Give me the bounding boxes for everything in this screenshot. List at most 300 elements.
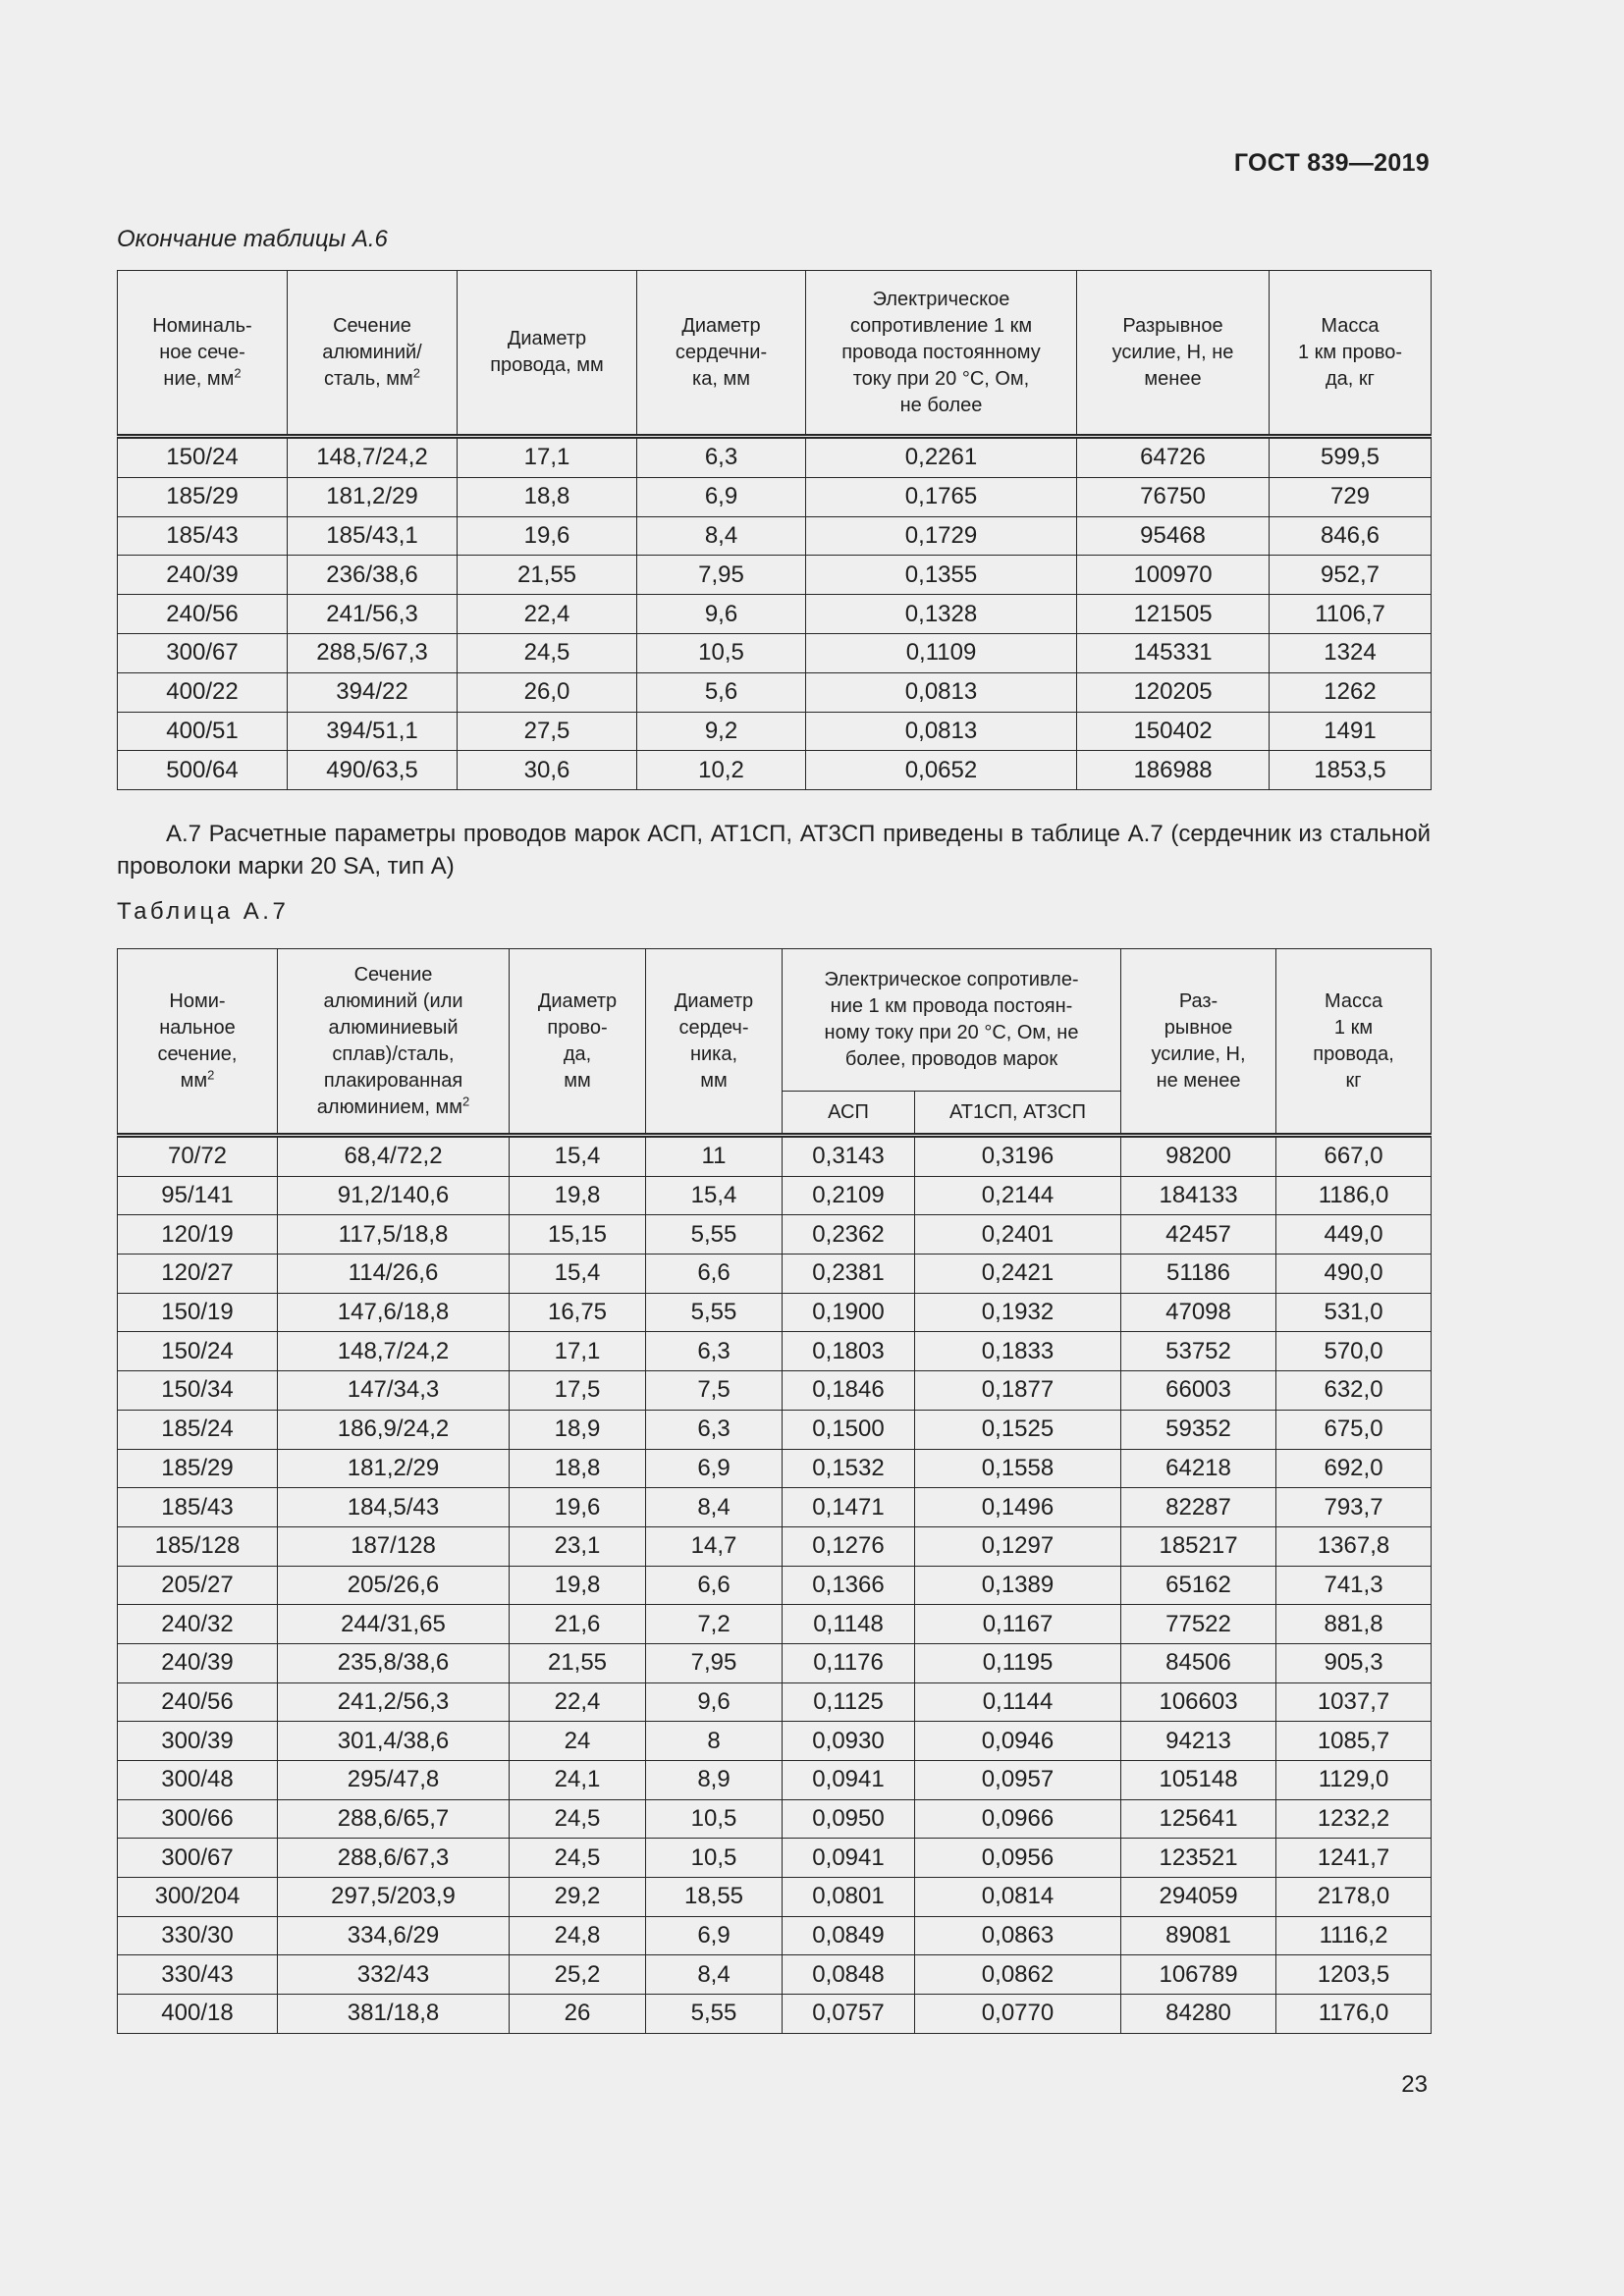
table-cell: 599,5 (1270, 437, 1432, 478)
table-cell: 24,5 (458, 633, 637, 672)
table-cell: 120/19 (118, 1215, 278, 1255)
table-cell: 288,6/65,7 (278, 1799, 510, 1839)
t6-col-header (1270, 271, 1432, 437)
table-row (118, 672, 1432, 712)
table-cell: 42457 (1121, 1215, 1276, 1255)
table-cell: 25,2 (510, 1955, 646, 1995)
table-cell: 0,0757 (783, 1995, 915, 2034)
table-cell: 106603 (1121, 1682, 1276, 1722)
table-cell: 7,95 (637, 556, 806, 595)
document-header: ГОСТ 839—2019 (1233, 149, 1430, 177)
table-cell: 24,8 (510, 1916, 646, 1955)
table-cell: 0,0863 (915, 1916, 1121, 1955)
table-cell: 0,1558 (915, 1449, 1121, 1488)
table-cell: 14,7 (646, 1526, 783, 1566)
table-cell: 1324 (1270, 633, 1432, 672)
table-cell: 0,0813 (806, 672, 1077, 712)
table-cell: 150/34 (118, 1371, 278, 1411)
table-a6-caption: Окончание таблицы А.6 (117, 226, 388, 252)
table-row (118, 751, 1432, 790)
table-cell: 294059 (1121, 1878, 1276, 1917)
t6-col-header (1077, 271, 1270, 437)
table-a7 (117, 948, 1432, 2034)
table-cell: 0,1148 (783, 1605, 915, 1644)
table-cell: 667,0 (1276, 1136, 1432, 1177)
table-row (118, 437, 1432, 478)
table-cell: 490,0 (1276, 1255, 1432, 1294)
table-cell: 145331 (1077, 633, 1270, 672)
table-cell: 1186,0 (1276, 1176, 1432, 1215)
table-cell: 185/43,1 (288, 516, 458, 556)
table-cell: 301,4/38,6 (278, 1722, 510, 1761)
table-cell: 449,0 (1276, 1215, 1432, 1255)
table-cell: 675,0 (1276, 1410, 1432, 1449)
table-cell: 0,1729 (806, 516, 1077, 556)
table-cell: 205/26,6 (278, 1566, 510, 1605)
table-cell: 330/30 (118, 1916, 278, 1955)
table-cell: 1491 (1270, 712, 1432, 751)
table-cell: 0,2144 (915, 1176, 1121, 1215)
table-cell: 19,6 (510, 1488, 646, 1527)
table-cell: 300/39 (118, 1722, 278, 1761)
table-cell: 0,0957 (915, 1761, 1121, 1800)
t7-col-core-diameter: Диаметр сердеч- ника, мм (646, 949, 783, 1136)
table-row (118, 1761, 1432, 1800)
table-cell: 15,4 (646, 1176, 783, 1215)
table-cell: 114/26,6 (278, 1255, 510, 1294)
table-cell: 240/56 (118, 1682, 278, 1722)
table-cell: 793,7 (1276, 1488, 1432, 1527)
table-cell: 0,2401 (915, 1215, 1121, 1255)
table-cell: 59352 (1121, 1410, 1276, 1449)
table-cell: 0,1195 (915, 1643, 1121, 1682)
table-cell: 91,2/140,6 (278, 1176, 510, 1215)
table-cell: 5,6 (637, 672, 806, 712)
table-cell: 2178,0 (1276, 1878, 1432, 1917)
table-row (118, 1136, 1432, 1177)
t7-col-breaking-force: Раз- рывное усилие, Н, не менее (1121, 949, 1276, 1136)
table-row (118, 1566, 1432, 1605)
table-cell: 881,8 (1276, 1605, 1432, 1644)
t6-col-header-sup: 2 (412, 364, 420, 380)
table-cell: 1085,7 (1276, 1722, 1432, 1761)
table-row (118, 1955, 1432, 1995)
t6-col-header (637, 271, 806, 437)
table-row (118, 1995, 1432, 2034)
table-cell: 381/18,8 (278, 1995, 510, 2034)
table-cell: 148,7/24,2 (278, 1332, 510, 1371)
paragraph-a7 (117, 818, 1431, 882)
table-cell: 240/32 (118, 1605, 278, 1644)
table-cell: 22,4 (458, 595, 637, 634)
table-cell: 15,15 (510, 1215, 646, 1255)
table-cell: 7,5 (646, 1371, 783, 1411)
table-cell: 692,0 (1276, 1449, 1432, 1488)
table-row (118, 1215, 1432, 1255)
table-cell: 295/47,8 (278, 1761, 510, 1800)
table-cell: 0,1833 (915, 1332, 1121, 1371)
table-cell: 185/29 (118, 477, 288, 516)
table-cell: 205/27 (118, 1566, 278, 1605)
table-cell: 15,4 (510, 1255, 646, 1294)
table-cell: 236/38,6 (288, 556, 458, 595)
table-row (118, 1176, 1432, 1215)
table-cell: 0,1803 (783, 1332, 915, 1371)
t7-col-nominal (118, 949, 278, 1136)
table-cell: 8,4 (646, 1488, 783, 1527)
table-cell: 0,1109 (806, 633, 1077, 672)
table-cell: 241,2/56,3 (278, 1682, 510, 1722)
t7-col-wire-diameter: Диаметр прово- да, мм (510, 949, 646, 1136)
table-cell: 53752 (1121, 1332, 1276, 1371)
table-cell: 26 (510, 1995, 646, 2034)
table-row (118, 1916, 1432, 1955)
table-cell: 394/22 (288, 672, 458, 712)
table-cell: 288,5/67,3 (288, 633, 458, 672)
table-row (118, 1255, 1432, 1294)
table-row (118, 477, 1432, 516)
t6-col-header-text: Номиналь- ное сече- ние, мм (152, 314, 252, 390)
table-cell: 300/66 (118, 1799, 278, 1839)
table-cell: 18,9 (510, 1410, 646, 1449)
table-cell: 6,9 (646, 1916, 783, 1955)
table-cell: 1241,7 (1276, 1839, 1432, 1878)
t7-col-resistance-asp: АСП (783, 1092, 915, 1136)
table-cell: 0,0946 (915, 1722, 1121, 1761)
table-cell: 0,0966 (915, 1799, 1121, 1839)
table-cell: 0,3196 (915, 1136, 1121, 1177)
table-cell: 98200 (1121, 1136, 1276, 1177)
table-cell: 0,1932 (915, 1293, 1121, 1332)
table-cell: 70/72 (118, 1136, 278, 1177)
table-cell: 24,5 (510, 1839, 646, 1878)
table-row (118, 1605, 1432, 1644)
table-cell: 0,1355 (806, 556, 1077, 595)
table-cell: 400/22 (118, 672, 288, 712)
table-cell: 952,7 (1270, 556, 1432, 595)
table-cell: 117,5/18,8 (278, 1215, 510, 1255)
table-cell: 300/67 (118, 633, 288, 672)
table-cell: 0,2261 (806, 437, 1077, 478)
table-cell: 186,9/24,2 (278, 1410, 510, 1449)
table-cell: 6,9 (646, 1449, 783, 1488)
table-cell: 64726 (1077, 437, 1270, 478)
table-cell: 0,0950 (783, 1799, 915, 1839)
table-cell: 8,4 (637, 516, 806, 556)
table-cell: 94213 (1121, 1722, 1276, 1761)
table-cell: 95/141 (118, 1176, 278, 1215)
table-cell: 181,2/29 (288, 477, 458, 516)
table-cell: 30,6 (458, 751, 637, 790)
table-cell: 0,2109 (783, 1176, 915, 1215)
table-cell: 84506 (1121, 1643, 1276, 1682)
table-cell: 0,0814 (915, 1878, 1121, 1917)
table-cell: 123521 (1121, 1839, 1276, 1878)
table-cell: 89081 (1121, 1916, 1276, 1955)
table-cell: 15,4 (510, 1136, 646, 1177)
t7-col-resistance-at1sp: АТ1СП, АТ3СП (915, 1092, 1121, 1136)
t6-col-header-text: Диаметр провода, мм (490, 328, 604, 376)
table-cell: 531,0 (1276, 1293, 1432, 1332)
table-cell: 18,8 (510, 1449, 646, 1488)
table-cell: 68,4/72,2 (278, 1136, 510, 1177)
table-row (118, 1682, 1432, 1722)
table-cell: 0,1532 (783, 1449, 915, 1488)
table-cell: 65162 (1121, 1566, 1276, 1605)
table-cell: 6,3 (646, 1410, 783, 1449)
table-cell: 9,6 (646, 1682, 783, 1722)
table-cell: 0,1125 (783, 1682, 915, 1722)
table-cell: 240/56 (118, 595, 288, 634)
table-cell: 100970 (1077, 556, 1270, 595)
table-cell: 240/39 (118, 556, 288, 595)
t7-col-section-sup: 2 (461, 1093, 470, 1108)
table-cell: 0,1276 (783, 1526, 915, 1566)
table-cell: 490/63,5 (288, 751, 458, 790)
table-cell: 334,6/29 (278, 1916, 510, 1955)
table-cell: 5,55 (646, 1215, 783, 1255)
table-cell: 51186 (1121, 1255, 1276, 1294)
table-cell: 84280 (1121, 1995, 1276, 2034)
table-cell: 0,1496 (915, 1488, 1121, 1527)
table-cell: 0,0956 (915, 1839, 1121, 1878)
table-cell: 185/29 (118, 1449, 278, 1488)
table-cell: 120/27 (118, 1255, 278, 1294)
table-cell: 400/18 (118, 1995, 278, 2034)
table-cell: 76750 (1077, 477, 1270, 516)
table-cell: 8,9 (646, 1761, 783, 1800)
table-cell: 8,4 (646, 1955, 783, 1995)
table-cell: 150402 (1077, 712, 1270, 751)
table-row (118, 1371, 1432, 1411)
table-cell: 0,1297 (915, 1526, 1121, 1566)
table-cell: 24,5 (510, 1799, 646, 1839)
table-row (118, 1488, 1432, 1527)
table-cell: 150/24 (118, 1332, 278, 1371)
table-cell: 0,0652 (806, 751, 1077, 790)
table-cell: 17,5 (510, 1371, 646, 1411)
table-cell: 5,55 (646, 1995, 783, 2034)
table-cell: 0,0813 (806, 712, 1077, 751)
table-cell: 905,3 (1276, 1643, 1432, 1682)
table-row (118, 556, 1432, 595)
table-cell: 6,6 (646, 1255, 783, 1294)
table-cell: 19,8 (510, 1566, 646, 1605)
table-a7-title: Таблица А.7 (117, 898, 290, 925)
table-cell: 185/43 (118, 516, 288, 556)
table-cell: 105148 (1121, 1761, 1276, 1800)
table-cell: 66003 (1121, 1371, 1276, 1411)
table-cell: 0,1366 (783, 1566, 915, 1605)
table-cell: 1116,2 (1276, 1916, 1432, 1955)
t6-col-header-text: Электрическое сопротивление 1 км провода постоянному току при 20 °С, Ом, не более (841, 288, 1041, 416)
t7-col-section (278, 949, 510, 1136)
table-cell: 300/48 (118, 1761, 278, 1800)
table-row (118, 1332, 1432, 1371)
table-cell: 10,5 (637, 633, 806, 672)
table-row (118, 1293, 1432, 1332)
table-cell: 0,1846 (783, 1371, 915, 1411)
table-cell: 1203,5 (1276, 1955, 1432, 1995)
table-cell: 147,6/18,8 (278, 1293, 510, 1332)
table-cell: 77522 (1121, 1605, 1276, 1644)
table-cell: 47098 (1121, 1293, 1276, 1332)
table-cell: 150/24 (118, 437, 288, 478)
table-cell: 21,55 (510, 1643, 646, 1682)
table-cell: 147/34,3 (278, 1371, 510, 1411)
t6-col-header (288, 271, 458, 437)
table-cell: 10,2 (637, 751, 806, 790)
t7-col-mass: Масса 1 км провода, кг (1276, 949, 1432, 1136)
table-cell: 18,55 (646, 1878, 783, 1917)
table-cell: 106789 (1121, 1955, 1276, 1995)
table-cell: 7,2 (646, 1605, 783, 1644)
table-cell: 0,0941 (783, 1761, 915, 1800)
table-cell: 185/128 (118, 1526, 278, 1566)
t7-col-nominal-sup: 2 (207, 1066, 215, 1082)
table-row (118, 1410, 1432, 1449)
table-cell: 1853,5 (1270, 751, 1432, 790)
table-cell: 0,1500 (783, 1410, 915, 1449)
table-row (118, 1643, 1432, 1682)
table-cell: 0,1765 (806, 477, 1077, 516)
table-cell: 0,1144 (915, 1682, 1121, 1722)
table-cell: 19,6 (458, 516, 637, 556)
t6-col-header-text: Диаметр сердечни- ка, мм (675, 314, 768, 390)
table-cell: 150/19 (118, 1293, 278, 1332)
table-cell: 185217 (1121, 1526, 1276, 1566)
table-cell: 0,0862 (915, 1955, 1121, 1995)
table-cell: 288,6/67,3 (278, 1839, 510, 1878)
table-cell: 184,5/43 (278, 1488, 510, 1527)
table-a7-header (118, 949, 1432, 1136)
table-cell: 16,75 (510, 1293, 646, 1332)
table-cell: 0,1176 (783, 1643, 915, 1682)
table-a7-body (118, 1136, 1432, 2034)
table-cell: 0,1877 (915, 1371, 1121, 1411)
table-cell: 0,0848 (783, 1955, 915, 1995)
table-cell: 0,2362 (783, 1215, 915, 1255)
table-cell: 10,5 (646, 1839, 783, 1878)
table-row (118, 1839, 1432, 1878)
table-cell: 332/43 (278, 1955, 510, 1995)
table-cell: 729 (1270, 477, 1432, 516)
table-cell: 21,6 (510, 1605, 646, 1644)
table-cell: 1037,7 (1276, 1682, 1432, 1722)
table-cell: 187/128 (278, 1526, 510, 1566)
table-row (118, 516, 1432, 556)
table-cell: 300/67 (118, 1839, 278, 1878)
table-cell: 0,3143 (783, 1136, 915, 1177)
table-cell: 17,1 (458, 437, 637, 478)
table-cell: 0,0770 (915, 1995, 1121, 2034)
t7-col-resistance: Электрическое сопротивле- ние 1 км провода постоян- ному току при 20 °С, Ом, не более, проводов марок (783, 949, 1121, 1092)
table-cell: 0,1471 (783, 1488, 915, 1527)
table-row (118, 712, 1432, 751)
table-row (118, 595, 1432, 634)
table-cell: 741,3 (1276, 1566, 1432, 1605)
table-cell: 5,55 (646, 1293, 783, 1332)
table-cell: 9,2 (637, 712, 806, 751)
t6-col-header (458, 271, 637, 437)
table-cell: 235,8/38,6 (278, 1643, 510, 1682)
table-cell: 26,0 (458, 672, 637, 712)
table-cell: 6,3 (646, 1332, 783, 1371)
table-cell: 300/204 (118, 1878, 278, 1917)
table-cell: 22,4 (510, 1682, 646, 1722)
table-cell: 632,0 (1276, 1371, 1432, 1411)
table-row (118, 1449, 1432, 1488)
table-cell: 0,0801 (783, 1878, 915, 1917)
table-row (118, 633, 1432, 672)
table-cell: 121505 (1077, 595, 1270, 634)
table-cell: 0,1900 (783, 1293, 915, 1332)
table-cell: 1232,2 (1276, 1799, 1432, 1839)
table-cell: 7,95 (646, 1643, 783, 1682)
table-cell: 241/56,3 (288, 595, 458, 634)
table-cell: 0,0849 (783, 1916, 915, 1955)
table-cell: 0,2421 (915, 1255, 1121, 1294)
page-number: 23 (1401, 2071, 1428, 2098)
table-cell: 244/31,65 (278, 1605, 510, 1644)
table-cell: 185/43 (118, 1488, 278, 1527)
table-cell: 95468 (1077, 516, 1270, 556)
table-cell: 0,0930 (783, 1722, 915, 1761)
table-cell: 500/64 (118, 751, 288, 790)
table-cell: 400/51 (118, 712, 288, 751)
table-cell: 1367,8 (1276, 1526, 1432, 1566)
table-cell: 17,1 (510, 1332, 646, 1371)
table-cell: 0,1525 (915, 1410, 1121, 1449)
table-row (118, 1526, 1432, 1566)
paragraph-a7-text: А.7 Расчетные параметры проводов марок АСП, АТ1СП, АТ3СП приведены в таблице А.7 (сердечник из стальной проволоки марки 20 SA, тип А) (117, 821, 1431, 880)
table-cell: 64218 (1121, 1449, 1276, 1488)
t6-col-header-text: Масса 1 км прово- да, кг (1298, 314, 1402, 390)
table-cell: 240/39 (118, 1643, 278, 1682)
table-cell: 0,1389 (915, 1566, 1121, 1605)
table-a6-body (118, 437, 1432, 790)
t6-col-header (118, 271, 288, 437)
table-cell: 6,9 (637, 477, 806, 516)
table-cell: 29,2 (510, 1878, 646, 1917)
table-cell: 394/51,1 (288, 712, 458, 751)
table-a6 (117, 270, 1432, 790)
table-cell: 19,8 (510, 1176, 646, 1215)
table-row (118, 1799, 1432, 1839)
table-cell: 1176,0 (1276, 1995, 1432, 2034)
table-cell: 6,6 (646, 1566, 783, 1605)
table-cell: 10,5 (646, 1799, 783, 1839)
table-cell: 330/43 (118, 1955, 278, 1995)
table-cell: 82287 (1121, 1488, 1276, 1527)
table-cell: 27,5 (458, 712, 637, 751)
table-a6-header (118, 271, 1432, 437)
table-row (118, 1878, 1432, 1917)
t6-col-header-sup: 2 (234, 364, 242, 380)
table-cell: 297,5/203,9 (278, 1878, 510, 1917)
table-cell: 148,7/24,2 (288, 437, 458, 478)
table-cell: 1106,7 (1270, 595, 1432, 634)
t6-col-header (806, 271, 1077, 437)
table-cell: 18,8 (458, 477, 637, 516)
table-cell: 24,1 (510, 1761, 646, 1800)
table-cell: 9,6 (637, 595, 806, 634)
table-cell: 8 (646, 1722, 783, 1761)
t6-col-header-text: Разрывное усилие, Н, не менее (1111, 314, 1234, 390)
table-cell: 0,1167 (915, 1605, 1121, 1644)
t7-col-nominal-text: Номи- нальное сечение, мм (157, 989, 238, 1092)
table-cell: 1262 (1270, 672, 1432, 712)
